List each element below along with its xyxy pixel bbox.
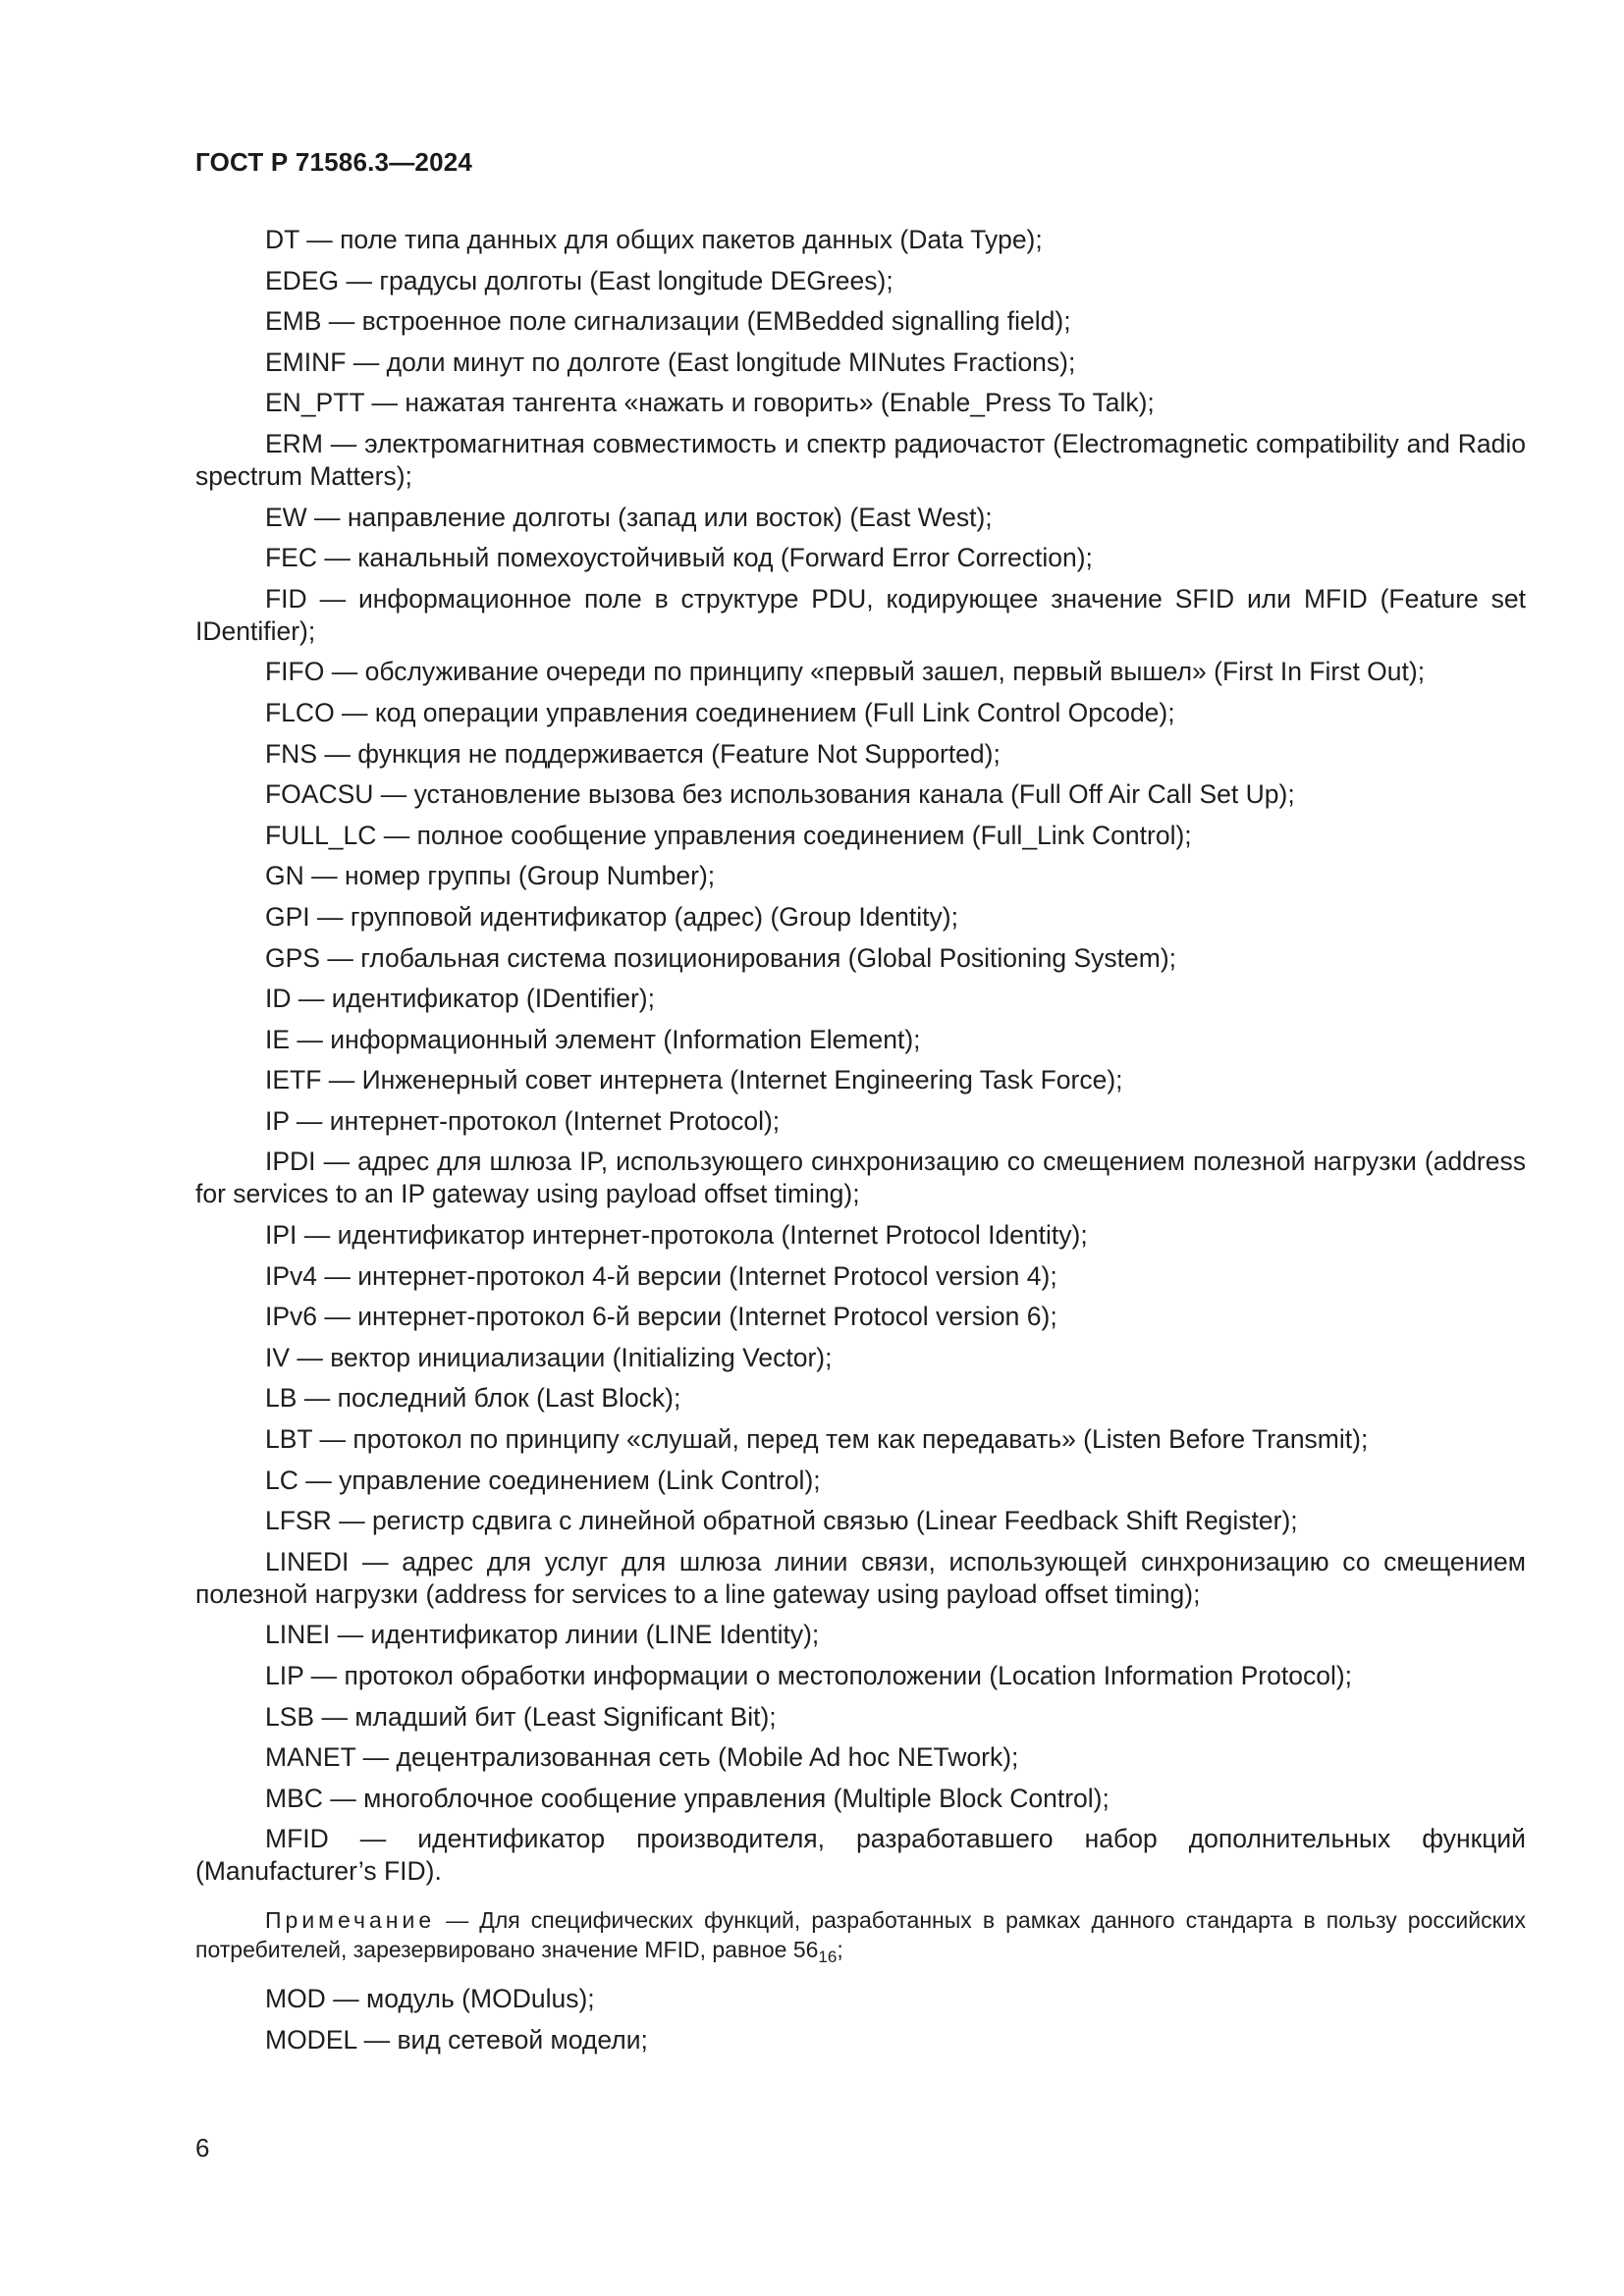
note-suffix: ;: [837, 1937, 843, 1963]
abbreviation-entry: IPv4 — интернет-протокол 4-й версии (Internet Protocol version 4);: [265, 1260, 1057, 1291]
abbreviation-entry: DT — поле типа данных для общих пакетов данных (Data Type);: [265, 225, 1043, 254]
abbreviation-entry: EMINF — доли минут по долготе (East longitude MINutes Fractions);: [265, 347, 1076, 377]
abbreviation-entry: IP — интернет-протокол (Internet Protocol);: [265, 1105, 781, 1136]
abbreviation-entry: MFID — идентификатор производителя, разработавшего набор дополнительных функций (Manufacturer’s FID).: [195, 1824, 1526, 1887]
abbreviation-entry: GPI — групповой идентификатор (адрес) (Group Identity);: [265, 901, 958, 932]
abbreviation-entry: IE — информационный элемент (Information Element);: [265, 1024, 921, 1054]
abbreviation-entry: EMB — встроенное поле сигнализации (EMBedded signalling field);: [265, 306, 1071, 337]
note-text: — Для специфических функций, разработанных в рамках данного стандарта в пользу российских потребителей, зарезервировано значение MFID, равное 56: [195, 1907, 1526, 1963]
abbreviation-entry: MODEL — вид сетевой модели;: [265, 2024, 648, 2055]
abbreviation-entry: LSB — младший бит (Least Significant Bit);: [265, 1701, 777, 1732]
abbreviation-entry: FID — информационное поле в структуре PDU, кодирующее значение SFID или MFID (Feature set IDentifier);: [195, 583, 1526, 646]
note-subscript: 16: [818, 1948, 838, 1967]
abbreviation-entry: EN_PTT — нажатая тангента «нажать и говорить» (Enable_Press To Talk);: [265, 388, 1155, 418]
abbreviation-entry: IETF — Инженерный совет интернета (Internet Engineering Task Force);: [265, 1065, 1123, 1095]
abbreviation-entry: IPv6 — интернет-протокол 6-й версии (Internet Protocol version 6);: [265, 1302, 1057, 1332]
abbreviation-entry: GPS — глобальная система позиционирования (Global Positioning System);: [265, 942, 1177, 973]
abbreviation-entry: FIFO — обслуживание очереди по принципу «первый зашел, первый вышел» (First In First Out);: [265, 657, 1426, 687]
abbreviation-entry: FEC — канальный помехоустойчивый код (Forward Error Correction);: [265, 543, 1093, 573]
document-header: ГОСТ Р 71586.3—2024: [195, 147, 473, 177]
note-label: Примечание: [265, 1907, 436, 1934]
abbreviation-entry: FNS — функция не поддерживается (Feature Not Supported);: [265, 738, 1001, 769]
abbreviation-entry: EDEG — градусы долготы (East longitude DEGrees);: [265, 265, 893, 295]
abbreviation-entry: MBC — многоблочное сообщение управления (Multiple Block Control);: [265, 1783, 1110, 1813]
page-number: 6: [195, 2133, 210, 2163]
abbreviation-entry: LC — управление соединением (Link Control);: [265, 1465, 821, 1495]
abbreviation-entry: ID — идентификатор (IDentifier);: [265, 984, 655, 1014]
entries-after-note: [195, 1983, 1526, 2056]
abbreviation-entry: FLCO — код операции управления соединением (Full Link Control Opcode);: [265, 697, 1175, 727]
abbreviation-entry: ERM — электромагнитная совместимость и спектр радиочастот (Electromagnetic compatibility and Radio spectrum Matters);: [195, 428, 1526, 491]
note-paragraph: [195, 1905, 1526, 1967]
abbreviation-entry: MOD — модуль (MODulus);: [265, 1984, 595, 2014]
abbreviation-entry: FOACSU — установление вызова без использования канала (Full Off Air Call Set Up);: [265, 779, 1295, 810]
abbreviation-entry: GN — номер группы (Group Number);: [265, 861, 716, 891]
abbreviation-entry: MANET — децентрализованная сеть (Mobile Ad hoc NETwork);: [265, 1742, 1019, 1773]
abbreviation-entry: EW — направление долготы (запад или восток) (East West);: [265, 502, 993, 532]
entries-before-note: [195, 224, 1526, 1888]
abbreviation-entry: LB — последний блок (Last Block);: [265, 1383, 681, 1414]
abbreviations-list: [195, 224, 1526, 2065]
abbreviation-entry: LIP — протокол обработки информации о местоположении (Location Information Protocol);: [265, 1661, 1353, 1690]
abbreviation-entry: IPI — идентификатор интернет-протокола (Internet Protocol Identity);: [265, 1220, 1088, 1251]
abbreviation-entry: LINEDI — адрес для услуг для шлюза линии связи, использующей синхронизацию со смещением полезной нагрузки (address for services to a line gateway using payload offset timing);: [195, 1546, 1526, 1609]
abbreviation-entry: FULL_LC — полное сообщение управления соединением (Full_Link Control);: [265, 820, 1192, 850]
abbreviation-entry: LFSR — регистр сдвига с линейной обратной связью (Linear Feedback Shift Register);: [265, 1506, 1298, 1536]
abbreviation-entry: IPDI — адрес для шлюза IP, использующего синхронизацию со смещением полезной нагрузки (address for services to an IP gateway using payload offset timing);: [195, 1147, 1526, 1209]
abbreviation-entry: IV — вектор инициализации (Initializing Vector);: [265, 1342, 833, 1372]
abbreviation-entry: LBT — протокол по принципу «слушай, перед тем как передавать» (Listen Before Transmit);: [265, 1424, 1369, 1455]
abbreviation-entry: LINEI — идентификатор линии (LINE Identity);: [265, 1620, 820, 1650]
